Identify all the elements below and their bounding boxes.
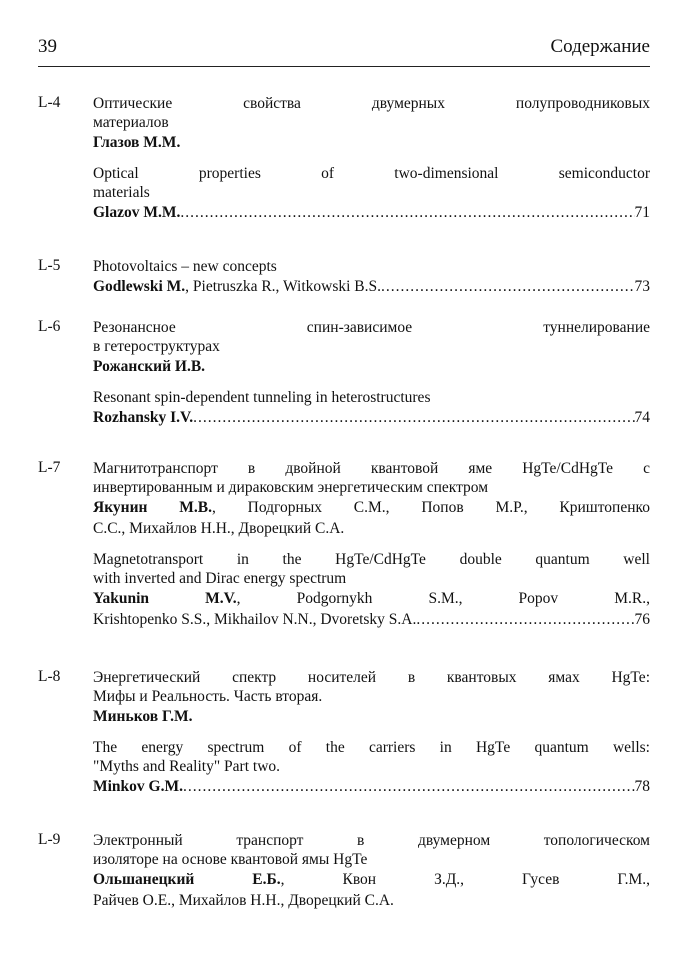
entry-code: L-9: [38, 831, 61, 848]
dot-leader: [381, 276, 634, 297]
lead-author: Godlewski M.: [93, 278, 186, 295]
entry-code: L-6: [38, 318, 61, 335]
entry-code: L-5: [38, 257, 61, 274]
en-title-line: Magnetotransport in the HgTe/CdHgTe double quantum well: [93, 551, 650, 568]
page-reference-row: [93, 407, 650, 428]
ru-authors: [93, 356, 650, 377]
ru-title-line: Энергетический спектр носителей в квантовых ямах HgTe:: [93, 669, 650, 686]
lead-author: Glazov M.M.: [93, 204, 181, 221]
en-title-line: materials: [93, 184, 150, 201]
ru-title-line: инвертированным и дираковским энергетическим спектром: [93, 479, 489, 496]
ru-title-line: Электронный транспорт в двумерном топологическом: [93, 832, 650, 849]
lead-author: Rozhansky I.V.: [93, 409, 194, 426]
lead-author: Ольшанецкий Е.Б.: [93, 871, 281, 888]
en-authors: [93, 588, 650, 609]
lead-author: Глазов М.М.: [93, 134, 181, 151]
entry-code: L-7: [38, 459, 61, 476]
page-reference-row: [93, 276, 650, 297]
ru-authors: [93, 869, 650, 890]
en-title-line: Resonant spin-dependent tunneling in heterostructures: [93, 389, 431, 406]
lead-author: Миньков Г.М.: [93, 708, 193, 725]
entry-page-number[interactable]: 74: [634, 409, 650, 426]
co-authors: Krishtopenko S.S., Mikhailov N.N., Dvoretsky S.A.: [93, 611, 417, 628]
entry-code: L-4: [38, 94, 61, 111]
dot-leader: [180, 202, 634, 223]
ru-title-line: Мифы и Реальность. Часть вторая.: [93, 688, 323, 705]
lead-author: Yakunin M.V.: [93, 590, 237, 607]
entry-page-number[interactable]: 73: [634, 278, 650, 295]
en-title-line: Optical properties of two-dimensional semiconductor: [93, 165, 650, 182]
ru-title-line: в гетероструктурах: [93, 338, 220, 355]
ru-title-line: изоляторе на основе квантовой ямы HgTe: [93, 851, 368, 868]
ru-authors: [93, 497, 650, 518]
dot-leader: [193, 407, 634, 428]
ru-authors-cont: С.С., Михайлов Н.Н., Дворецкий С.А.: [93, 520, 345, 537]
page-reference-row: [93, 776, 650, 797]
dot-leader: [183, 776, 635, 797]
co-authors: , Pietruszka R., Witkowski B.S.: [185, 278, 382, 295]
ru-authors-cont: Райчев О.Е., Михайлов Н.Н., Дворецкий С.А.: [93, 892, 394, 909]
entry-page-number[interactable]: 76: [634, 611, 650, 628]
page-number: 39: [38, 36, 57, 57]
en-title-line: with inverted and Dirac energy spectrum: [93, 570, 347, 587]
en-title-line: The energy spectrum of the carriers in HgTe quantum wells:: [93, 739, 650, 756]
ru-title-line: Оптические свойства двумерных полупроводниковых: [93, 95, 650, 112]
co-authors: , Квон З.Д., Гусев Г.М.,: [280, 871, 650, 888]
section-title: Содержание: [550, 36, 650, 57]
lead-author: Рожанский И.В.: [93, 358, 206, 375]
lead-author: Якунин М.В.: [93, 499, 212, 516]
entry-code: L-8: [38, 668, 61, 685]
co-authors: , Подгорных С.М., Попов М.Р., Криштопенко: [211, 499, 650, 516]
ru-authors: [93, 706, 650, 727]
lead-author: Minkov G.M.: [93, 778, 183, 795]
page-reference-row: [93, 609, 650, 630]
ru-title-line: Резонансное спин-зависимое туннелирование: [93, 319, 650, 336]
ru-title-line: Магнитотранспорт в двойной квантовой яме HgTe/CdHgTe с: [93, 460, 650, 477]
entry-page-number[interactable]: 78: [634, 778, 650, 795]
ru-authors: [93, 132, 650, 153]
page-header: [38, 36, 650, 67]
co-authors: , Podgornykh S.M., Popov M.R.,: [236, 590, 650, 607]
en-title-line: Photovoltaics – new concepts: [93, 258, 277, 275]
entry-page-number[interactable]: 71: [634, 204, 650, 221]
en-title-line: "Myths and Reality" Part two.: [93, 758, 281, 775]
page-reference-row: [93, 202, 650, 223]
dot-leader: [416, 609, 634, 630]
ru-title-line: материалов: [93, 114, 169, 131]
